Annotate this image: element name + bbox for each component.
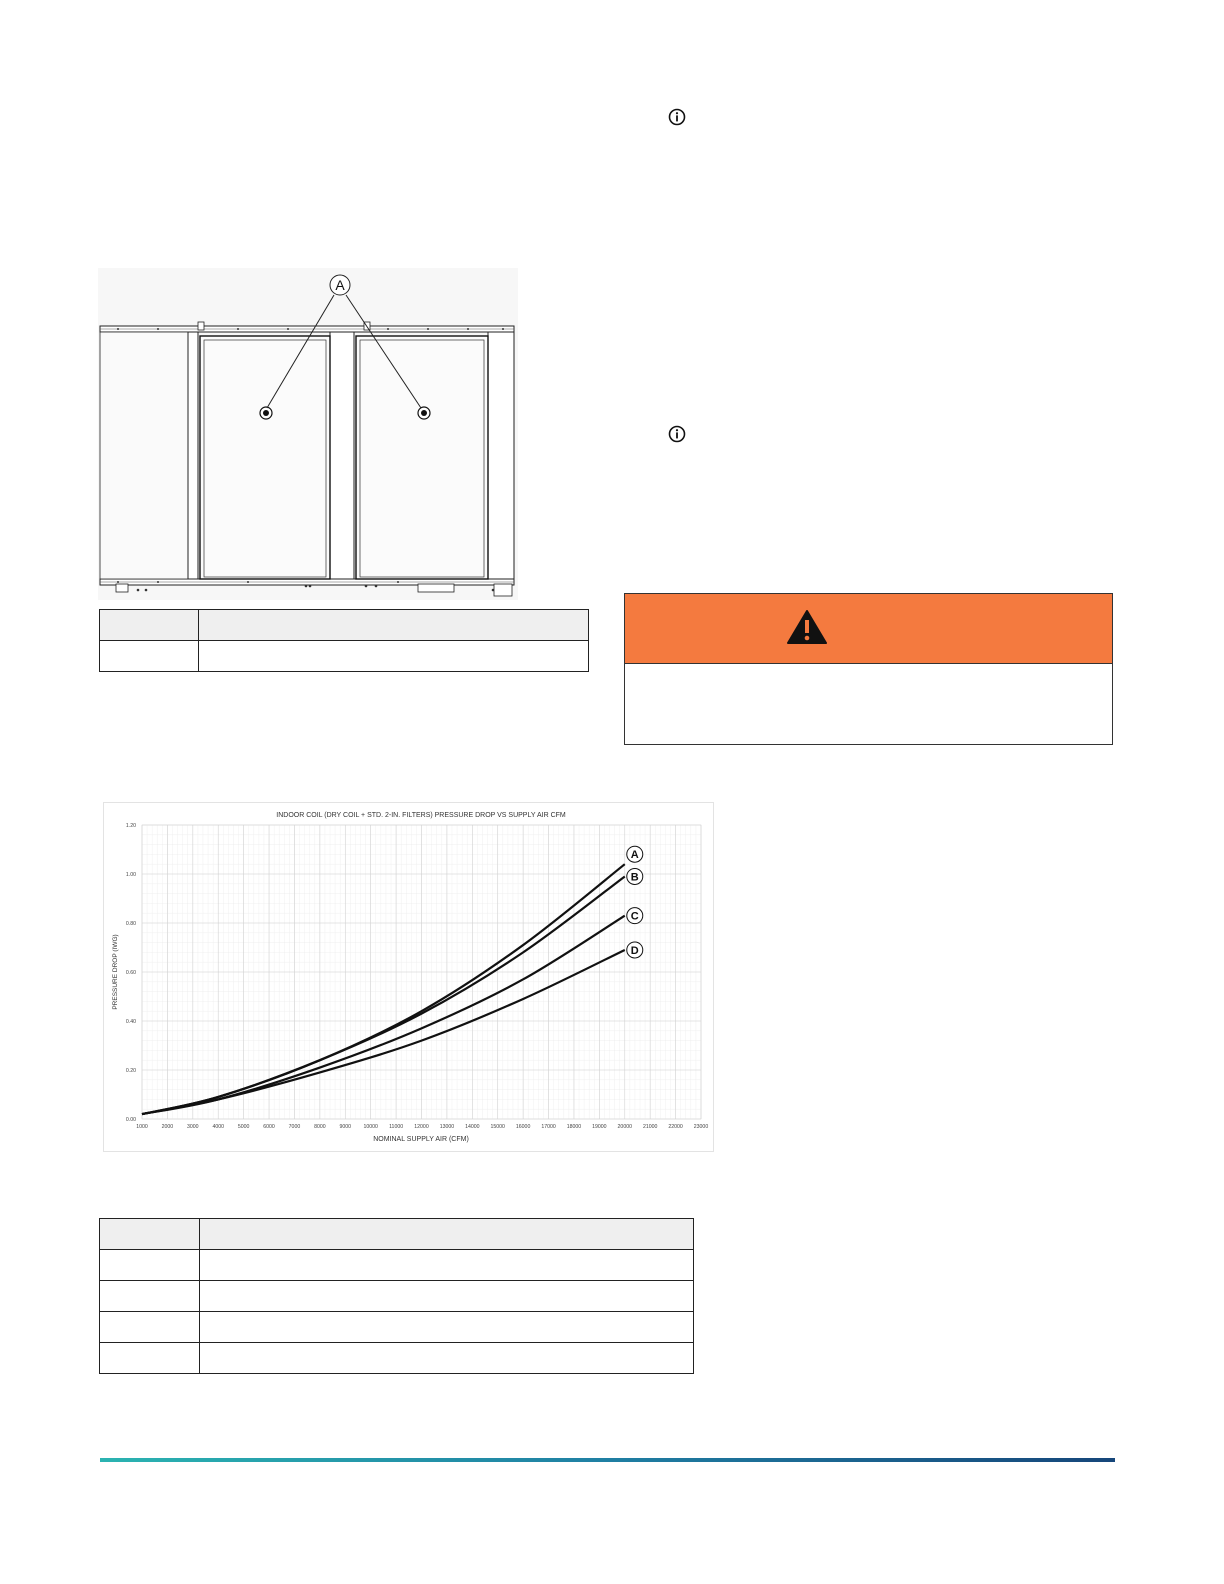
chart-y-tick-label: 0.60 — [125, 970, 136, 976]
chart-x-axis-label: NOMINAL SUPPLY AIR (CFM) — [373, 1136, 469, 1143]
chart-x-tick-label: 3000 — [187, 1124, 199, 1130]
chart-y-tick-label: 0.00 — [125, 1117, 136, 1123]
table-row — [100, 1312, 694, 1343]
table-header-cell — [199, 610, 589, 641]
chart-series-callout-label: D — [630, 944, 639, 957]
warning-box — [624, 593, 1113, 745]
table-header-cell — [100, 1219, 200, 1250]
drawing-callout-table — [99, 609, 589, 672]
info-circle-icon — [668, 425, 686, 443]
table-cell — [100, 641, 199, 672]
chart-x-tick-label: 8000 — [314, 1124, 326, 1130]
table-cell — [200, 1250, 694, 1281]
table-row — [100, 641, 589, 672]
chart-y-axis-label: PRESSURE DROP (IWG) — [112, 934, 119, 1010]
chart-x-tick-label: 13000 — [439, 1124, 455, 1130]
table-cell — [200, 1312, 694, 1343]
table-header-row — [100, 1219, 694, 1250]
curve-legend-table — [99, 1218, 694, 1374]
table-row — [100, 1250, 694, 1281]
chart-x-tick-label: 19000 — [592, 1124, 607, 1130]
chart-x-tick-label: 16000 — [515, 1124, 531, 1130]
table-row — [100, 1343, 694, 1374]
table-cell — [100, 1250, 200, 1281]
table-header-cell — [100, 610, 199, 641]
chart-x-tick-label: 18000 — [566, 1124, 582, 1130]
table-cell — [100, 1343, 200, 1374]
table-header-row — [100, 610, 589, 641]
table-cell — [199, 641, 589, 672]
unit-panel-drawing — [98, 268, 518, 600]
chart-x-tick-label: 23000 — [693, 1124, 709, 1130]
chart-x-tick-label: 4000 — [212, 1124, 225, 1130]
pressure-drop-chart-frame — [103, 802, 714, 1152]
chart-series-callout-label: A — [630, 849, 639, 862]
table-header-cell — [200, 1219, 694, 1250]
info-circle-icon — [668, 108, 686, 126]
chart-series-callout-label: B — [630, 871, 639, 884]
chart-x-tick-label: 2000 — [161, 1124, 174, 1130]
chart-x-tick-label: 14000 — [465, 1124, 480, 1130]
table-cell — [200, 1343, 694, 1374]
chart-x-tick-label: 7000 — [288, 1124, 301, 1130]
table-cell — [100, 1312, 200, 1343]
chart-x-tick-label: 5000 — [237, 1124, 250, 1130]
table-row — [100, 1281, 694, 1312]
table-cell — [100, 1281, 200, 1312]
chart-title: INDOOR COIL (DRY COIL + STD. 2-IN. FILTERS) PRESSURE DROP VS SUPPLY AIR CFM — [276, 812, 566, 819]
chart-x-tick-label: 22000 — [668, 1124, 683, 1130]
chart-x-tick-label: 20000 — [617, 1124, 632, 1130]
chart-x-tick-label: 21000 — [642, 1124, 658, 1130]
pressure-drop-chart — [104, 803, 713, 1151]
callout-a-label: A — [335, 277, 345, 293]
chart-y-tick-label: 0.80 — [125, 921, 136, 927]
chart-x-tick-label: 9000 — [339, 1124, 352, 1130]
table-cell — [200, 1281, 694, 1312]
warning-triangle-icon — [786, 609, 828, 645]
chart-series-callout-label: C — [630, 910, 639, 923]
chart-x-tick-label: 6000 — [263, 1124, 275, 1130]
chart-x-tick-label: 11000 — [389, 1124, 404, 1130]
warning-header — [625, 594, 1112, 664]
chart-x-tick-label: 12000 — [414, 1124, 429, 1130]
chart-x-tick-label: 10000 — [363, 1124, 378, 1130]
chart-x-tick-label: 17000 — [541, 1124, 556, 1130]
chart-y-tick-label: 0.40 — [125, 1019, 136, 1025]
chart-x-tick-label: 1000 — [136, 1124, 148, 1130]
footer-rule — [100, 1458, 1115, 1462]
chart-y-tick-label: 1.20 — [125, 823, 136, 829]
chart-y-tick-label: 0.20 — [125, 1068, 136, 1074]
chart-y-tick-label: 1.00 — [125, 872, 136, 878]
chart-x-tick-label: 15000 — [490, 1124, 505, 1130]
